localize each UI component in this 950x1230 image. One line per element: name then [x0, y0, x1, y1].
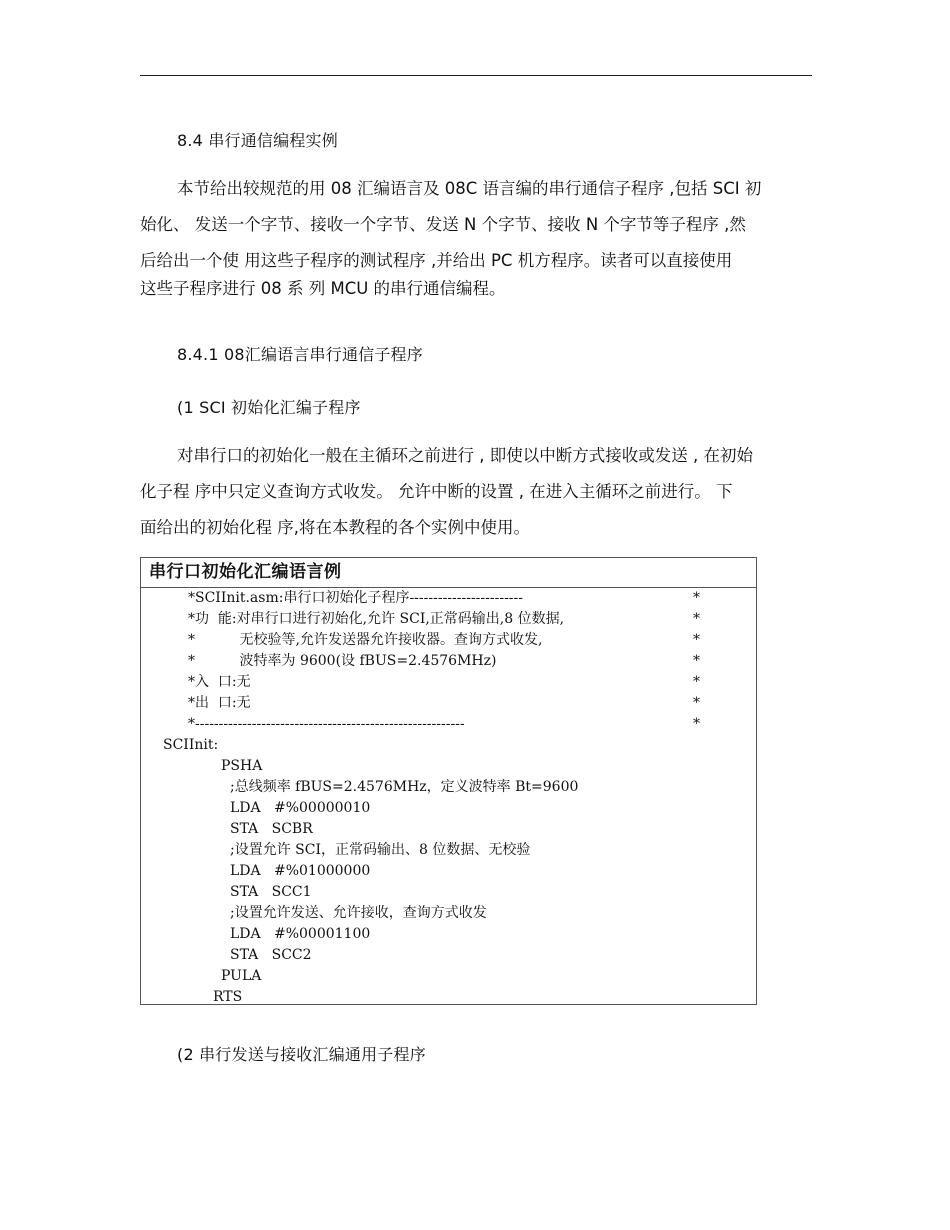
code-line: PSHA [221, 758, 263, 774]
intro-paragraph [140, 171, 812, 307]
code-header-line: *出 口:无 [188, 695, 251, 711]
code-line: PULA [221, 968, 262, 984]
paragraph-line: 始化、 发送一个字节、接收一个字节、发送 N 个字节、接收 N 个字节等子程序 ,然 [140, 215, 746, 234]
code-line: STA SCC2 [230, 947, 312, 963]
paragraph-line: 这些子程序进行 08 系 列 MCU 的串行通信编程。 [140, 279, 506, 298]
subsection-heading-serial-tx-rx: (2 串行发送与接收汇编通用子程序 [177, 1045, 426, 1064]
code-header-line: *入 口:无 [188, 674, 251, 690]
code-header-line-end: * [693, 695, 700, 711]
code-line: STA SCBR [230, 821, 313, 837]
paragraph-line: 本节给出较规范的用 08 汇编语言及 08C 语言编的串行通信子程序 ,包括 SCI 初 [177, 179, 762, 198]
code-header-line: * 无校验等,允许发送器允许接收器。查询方式收发, [188, 632, 543, 648]
paragraph-line: 后给出一个使 用这些子程序的测试程序 ,并给出 PC 机方程序。读者可以直接使用 [140, 251, 733, 270]
code-line: ;总线频率 fBUS=2.4576MHz，定义波特率 Bt=9600 [230, 779, 579, 795]
section-heading-8-4: 8.4 串行通信编程实例 [177, 131, 338, 150]
code-line: LDA #%00000010 [230, 800, 371, 816]
code-header-line: *SCIInit.asm:串行口初始化子程序------------------------ [188, 590, 523, 606]
page-top-rule [140, 75, 812, 76]
code-listing-title: 串行口初始化汇编语言例 [141, 558, 756, 588]
code-header-line-end: * [693, 674, 700, 690]
subsection-heading-sci-init: (1 SCI 初始化汇编子程序 [177, 398, 361, 417]
code-line: ;设置允许发送、允许接收，查询方式收发 [230, 905, 487, 921]
code-header-line-end: * [693, 716, 700, 732]
code-header-line-end: * [693, 611, 700, 627]
code-header-line: * 波特率为 9600(设 fBUS=2.4576MHz) [188, 653, 497, 669]
code-header-line-end: * [693, 590, 700, 606]
code-line: LDA #%01000000 [230, 863, 371, 879]
code-line: SCIInit: [163, 737, 219, 753]
paragraph-line: 面给出的初始化程 序,将在本教程的各个实例中使用。 [140, 518, 530, 537]
section-heading-8-4-1: 8.4.1 08汇编语言串行通信子程序 [177, 345, 423, 364]
code-header-line: *--------------------------------------------------------- [188, 716, 465, 732]
paragraph-line: 化子程 序中只定义查询方式收发。 允许中断的设置 , 在进入主循环之前进行。 下 [140, 482, 733, 501]
init-description-paragraph [140, 438, 812, 546]
code-header-line: *功 能:对串行口进行初始化,允许 SCI,正常码输出,8 位数据, [188, 611, 565, 627]
code-line: ;设置允许 SCI，正常码输出、8 位数据、无校验 [230, 842, 531, 858]
code-line: RTS [213, 989, 243, 1005]
code-line: LDA #%00001100 [230, 926, 371, 942]
code-listing-box [140, 557, 757, 1005]
code-line: STA SCC1 [230, 884, 312, 900]
paragraph-line: 对串行口的初始化一般在主循环之前进行 , 即使以中断方式接收或发送 , 在初始 [177, 446, 753, 465]
code-header-line-end: * [693, 653, 700, 669]
code-header-line-end: * [693, 632, 700, 648]
